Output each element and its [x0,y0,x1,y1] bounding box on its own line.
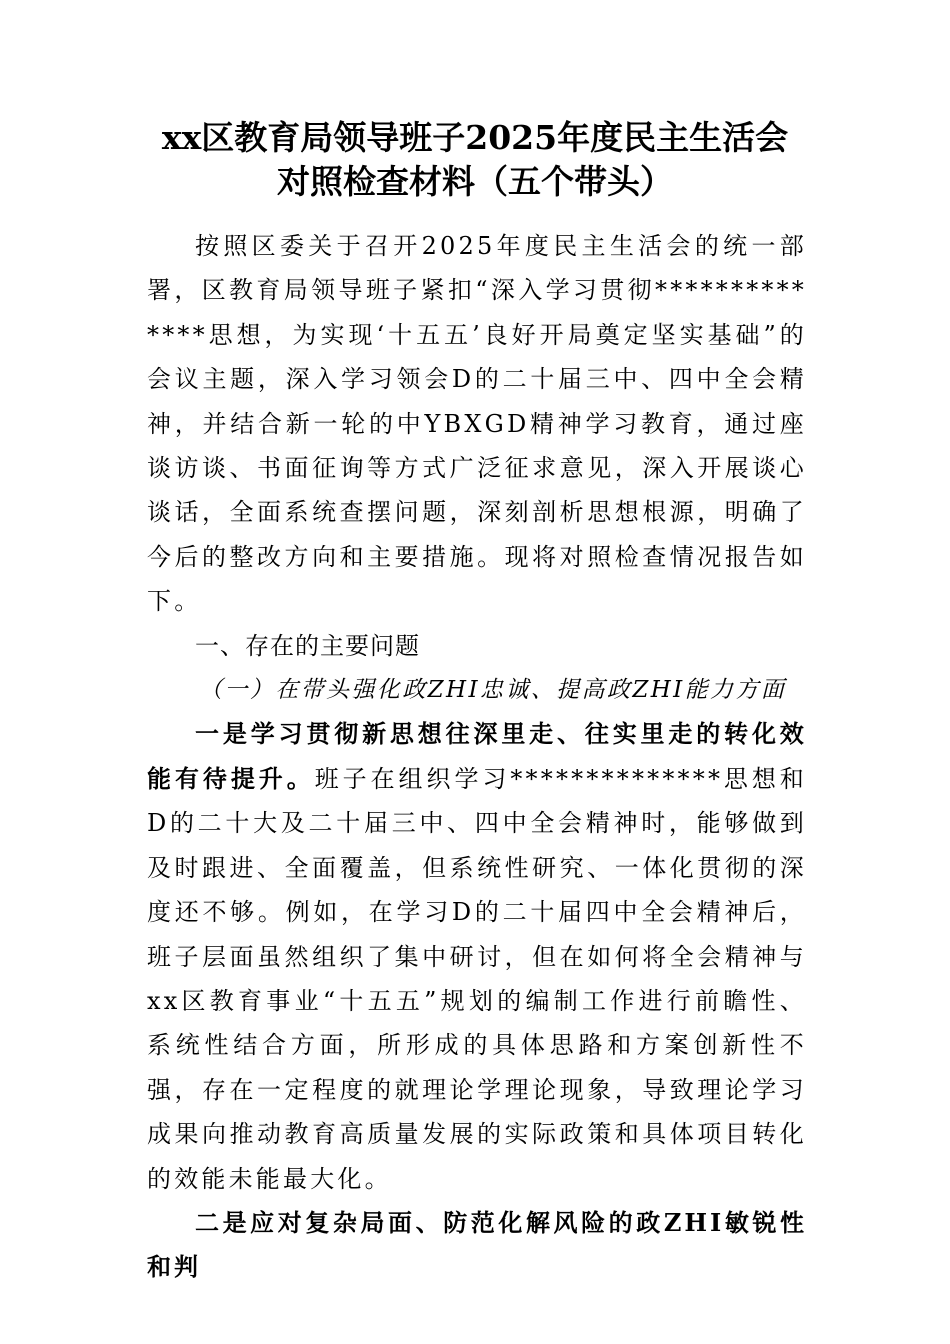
document-body [147,224,807,1290]
point-paragraph-2 [147,1201,807,1290]
document-title-line-2: 对照检查材料（五个带头） [277,162,673,201]
intro-paragraph: 按照区委关于召开2025年度民主生活会的统一部署，区教育局领导班子紧扣“深入学习贯彻**************思想，为实现‘十五五’良好开局奠定坚实基础”的会议主题，深入学习领会D的二十届三中、四中全会精神，并结合新一轮的中YBXGD精神学习教育，通过座谈访谈、书面征询等方式广泛征求意见，深入开展谈心谈话，全面系统查摆问题，深刻剖析思想根源，明确了今后的整改方向和主要措施。现将对照检查情况报告如下。 [147,232,807,616]
subsection-heading: （一）在带头强化政ZHI忠诚、提高政ZHI能力方面 [199,677,787,704]
point-1-lead: 一是学习贯彻新思想往深里走、往实里走的转化效能有待提升。 [147,719,807,793]
section-heading: 一、存在的主要问题 [195,631,420,660]
point-1-text: 班子在组织学习**************思想和D的二十大及二十届三中、四中全会精神时，能够做到及时跟进、全面覆盖，但系统性研究、一体化贯彻的深度还不够。例如，在学习D的二十届四中全会精神后，班子层面虽然组织了集中研讨，但在如何将全会精神与xx区教育事业“十五五”规划的编制工作进行前瞻性、系统性结合方面，所形成的具体思路和方案创新性不强，存在一定程度的就理论学理论现象，导致理论学习成果向推动教育高质量发展的实际政策和具体项目转化的效能未能最大化。 [147,764,807,1193]
point-2-lead: 二是应对复杂局面、防范化解风险的政ZHI敏锐性和判 [147,1207,807,1282]
point-paragraph-1 [147,712,807,1200]
document-title-line-1: xx区教育局领导班子2025年度民主生活会 [161,118,789,157]
